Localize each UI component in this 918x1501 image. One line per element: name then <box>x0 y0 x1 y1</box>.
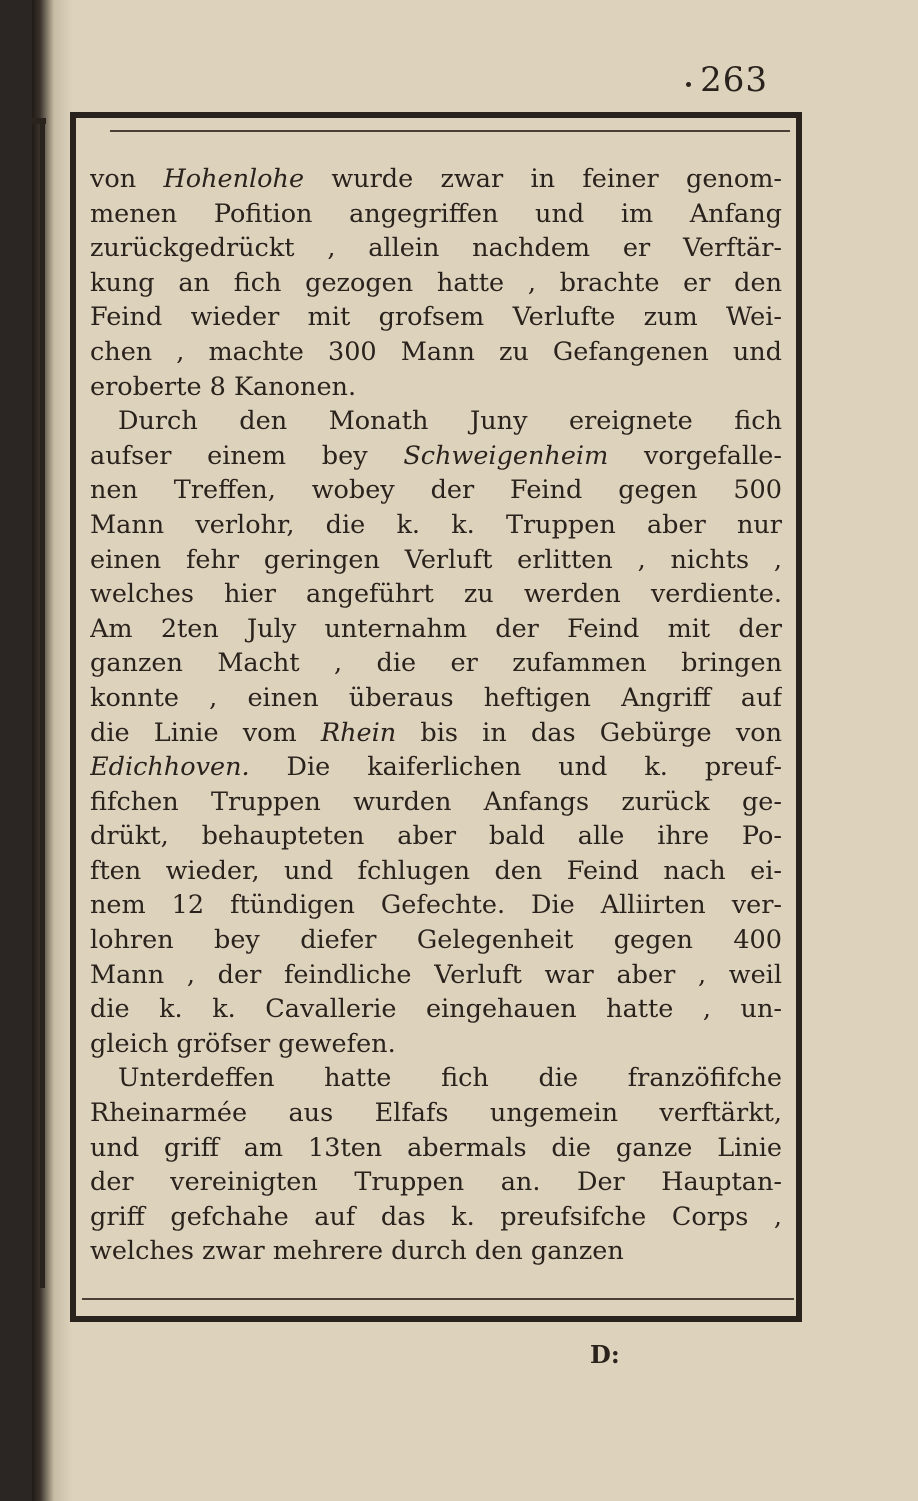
text-run: und griff am 13ten abermals die ganze Linie <box>90 1132 782 1163</box>
text-line <box>90 750 782 785</box>
text-line <box>90 577 782 612</box>
text-run: zurückgedrückt , allein nachdem er Verftär- <box>90 233 782 264</box>
book-gutter <box>32 0 72 1501</box>
text-line <box>90 1061 782 1096</box>
text-run: konnte , einen überaus heftigen Angriff auf <box>90 682 782 713</box>
text-line <box>90 473 782 508</box>
text-run: einen fehr geringen Verluft erlitten , nichts , <box>90 544 782 575</box>
text-line <box>90 1096 782 1131</box>
italic-name: Schweigenheim <box>403 440 609 471</box>
text-line <box>90 888 782 923</box>
page-number: 263 <box>700 60 768 100</box>
text-line <box>90 785 782 820</box>
text-line <box>90 1200 782 1235</box>
text-line <box>90 162 782 197</box>
text-run: Mann verlohr, die k. k. Truppen aber nur <box>90 509 782 540</box>
text-line <box>90 266 782 301</box>
text-run: Die kaiferlichen und k. preuf- <box>249 752 782 783</box>
text-run: Unterdeffen hatte fich die franzöfifche <box>118 1063 782 1094</box>
paragraph-p3 <box>90 1061 782 1269</box>
text-line <box>90 231 782 266</box>
text-run: Mann , der feindliche Verluft war aber , weil <box>90 959 782 990</box>
text-line <box>90 404 782 439</box>
text-run: gleich gröfser gewefen. <box>90 1028 396 1059</box>
text-line <box>90 1027 782 1062</box>
text-line <box>90 1131 782 1166</box>
text-line <box>90 1165 782 1200</box>
text-run: menen Pofition angegriffen und im Anfang <box>90 198 782 229</box>
previous-page-frame-side <box>40 118 45 1288</box>
catchword: D: <box>590 1340 620 1369</box>
paragraph-p1 <box>90 162 782 404</box>
text-run: nen Treffen, wobey der Feind gegen 500 <box>90 475 782 506</box>
text-line <box>90 819 782 854</box>
page-number-dot <box>686 82 691 87</box>
text-run: ganzen Macht , die er zufammen bringen <box>90 648 782 679</box>
text-line <box>90 923 782 958</box>
text-run: Durch den Monath Juny ereignete fich <box>118 406 782 437</box>
text-run: lohren bey diefer Gelegenheit gegen 400 <box>90 925 782 956</box>
text-line <box>90 335 782 370</box>
text-line <box>90 992 782 1027</box>
text-run: aufser einem bey <box>90 440 404 471</box>
text-line <box>90 612 782 647</box>
text-run: Am 2ten July unternahm der Feind mit der <box>90 613 782 644</box>
text-run: eroberte 8 Kanonen. <box>90 371 357 402</box>
text-run: wurde zwar in feiner genom- <box>304 164 782 194</box>
text-run: nem 12 ftündigen Gefechte. Die Alliirten ver- <box>90 890 782 921</box>
text-run: vorgefalle- <box>608 440 782 471</box>
text-line <box>90 854 782 889</box>
text-line <box>90 508 782 543</box>
text-run: bis in das Gebürge von <box>396 717 782 748</box>
text-line <box>90 300 782 335</box>
text-run: ften wieder, und fchlugen den Feind nach ei- <box>90 855 782 886</box>
text-run: welches zwar mehrere durch den ganzen <box>90 1236 624 1267</box>
text-run: drükt, behaupteten aber bald alle ihre Po- <box>90 821 782 852</box>
text-line <box>90 1234 782 1269</box>
text-run: Feind wieder mit grofsem Verlufte zum Wei- <box>90 302 782 333</box>
text-line <box>90 681 782 716</box>
frame-inner-rule-top <box>110 130 790 132</box>
text-line <box>90 543 782 578</box>
text-run: die k. k. Cavallerie eingehauen hatte , un- <box>90 994 782 1025</box>
text-line <box>90 197 782 232</box>
text-line <box>90 646 782 681</box>
text-line <box>90 716 782 751</box>
text-line <box>90 370 782 405</box>
text-run: griff gefchahe auf das k. preufsifche Corps , <box>90 1201 782 1232</box>
text-run: der vereinigten Truppen an. Der Hauptan- <box>90 1167 782 1198</box>
paragraph-p2 <box>90 404 782 1061</box>
text-line <box>90 958 782 993</box>
text-line <box>90 439 782 474</box>
italic-name: Edichhoven. <box>90 752 250 783</box>
text-run: die Linie vom <box>90 717 321 748</box>
text-run: fifchen Truppen wurden Anfangs zurück ge- <box>90 786 782 817</box>
frame-inner-rule-bottom <box>82 1298 794 1306</box>
body-text <box>90 162 782 1269</box>
text-run: Rheinarmée aus Elfafs ungemein verftärkt, <box>90 1098 782 1129</box>
text-run: kung an fich gezogen hatte , brachte er den <box>90 267 782 298</box>
text-run: welches hier angeführt zu werden verdiente. <box>90 579 782 610</box>
italic-name: Rhein <box>320 717 397 748</box>
text-run: chen , machte 300 Mann zu Gefangenen und <box>90 336 782 367</box>
italic-name: Hohenlohe <box>163 164 305 194</box>
text-run: von <box>90 164 164 194</box>
